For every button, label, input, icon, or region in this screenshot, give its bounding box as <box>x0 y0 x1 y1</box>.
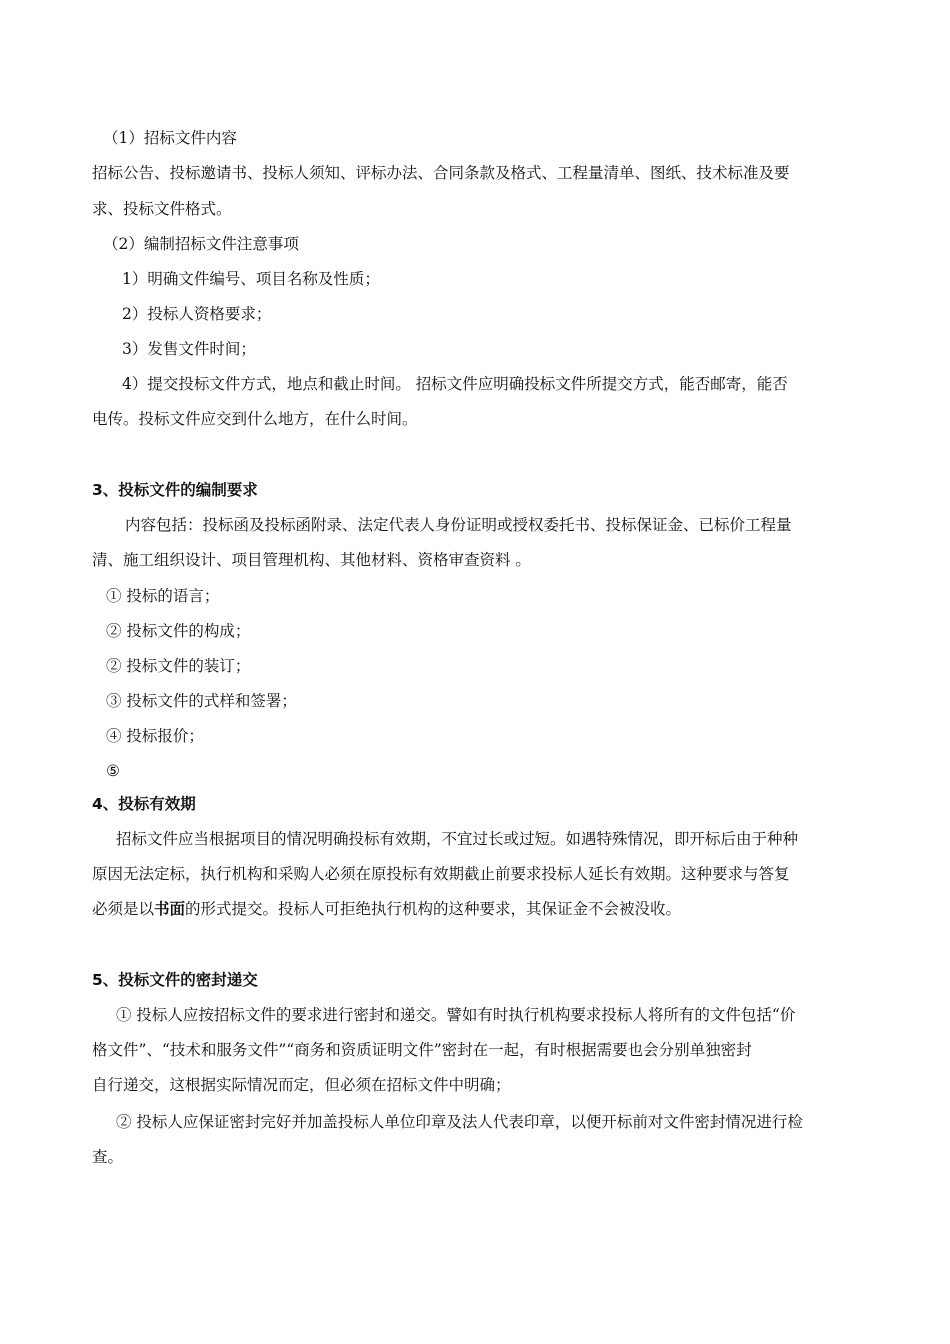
paragraph-line: 求、投标文件格式。 <box>92 200 232 218</box>
paragraph-line: ① 投标人应按招标文件的要求进行密封和递交。譬如有时执行机构要求投标人将所有的文件包括“价 <box>116 1006 796 1024</box>
paragraph-line: 电传。投标文件应交到什么地方，在什么时间。 <box>92 410 418 428</box>
list-item: ① 投标的语言； <box>106 587 220 605</box>
section-heading-5: 5、投标文件的密封递交 <box>92 971 258 989</box>
list-item: ② 投标文件的构成； <box>106 622 251 640</box>
paragraph-line: 清、施工组织设计、项目管理机构、其他材料、资格审查资料 。 <box>92 551 531 569</box>
paragraph-line: 自行递交，这根据实际情况而定，但必须在招标文件中明确； <box>92 1076 511 1094</box>
list-item: ② 投标文件的装订； <box>106 657 251 675</box>
list-item: 4）提交投标文件方式，地点和截止时间。 招标文件应明确投标文件所提交方式，能否邮寄，能否 <box>122 375 788 393</box>
paragraph-line: 招标文件应当根据项目的情况明确投标有效期，不宜过长或过短。如遇特殊情况，即开标后由于种种 <box>116 830 799 848</box>
paragraph-line: 内容包括：投标函及投标函附录、法定代表人身份证明或授权委托书、投标保证金、已标价工程量 <box>125 516 792 534</box>
paragraph-line <box>92 899 681 919</box>
list-item: 3）发售文件时间； <box>122 340 256 358</box>
paragraph-line: 格文件”、“技术和服务文件”“商务和资质证明文件”密封在一起，有时根据需要也会分别单独密封 <box>92 1041 752 1059</box>
list-item: 2）投标人资格要求； <box>122 305 272 323</box>
list-item: 1）明确文件编号、项目名称及性质； <box>122 270 380 288</box>
list-item: ④ 投标报价； <box>106 727 204 745</box>
section-heading-3: 3、投标文件的编制要求 <box>92 481 258 499</box>
bold-text-run: 书面 <box>154 899 186 918</box>
paragraph-line: 原因无法定标，执行机构和采购人必须在原投标有效期截止前要求投标人延长有效期。这种要求与答复 <box>92 865 790 883</box>
list-item: ③ 投标文件的式样和签署； <box>106 692 297 710</box>
subsection-heading-2: （2）编制招标文件注意事项 <box>103 235 299 253</box>
section-heading-4: 4、投标有效期 <box>92 795 196 813</box>
paragraph-line: 招标公告、投标邀请书、投标人须知、评标办法、合同条款及格式、工程量清单、图纸、技术标准及要 <box>92 164 790 182</box>
subsection-heading-1: （1）招标文件内容 <box>103 129 237 147</box>
paragraph-line: 查。 <box>92 1148 124 1166</box>
paragraph-line: ② 投标人应保证密封完好并加盖投标人单位印章及法人代表印章，以便开标前对文件密封情况进行检 <box>116 1113 803 1131</box>
text-run: 的形式提交。投标人可拒绝执行机构的这种要求，其保证金不会被没收。 <box>185 900 682 918</box>
list-item: ⑤ <box>106 762 120 780</box>
text-run: 必须是以 <box>92 900 155 918</box>
